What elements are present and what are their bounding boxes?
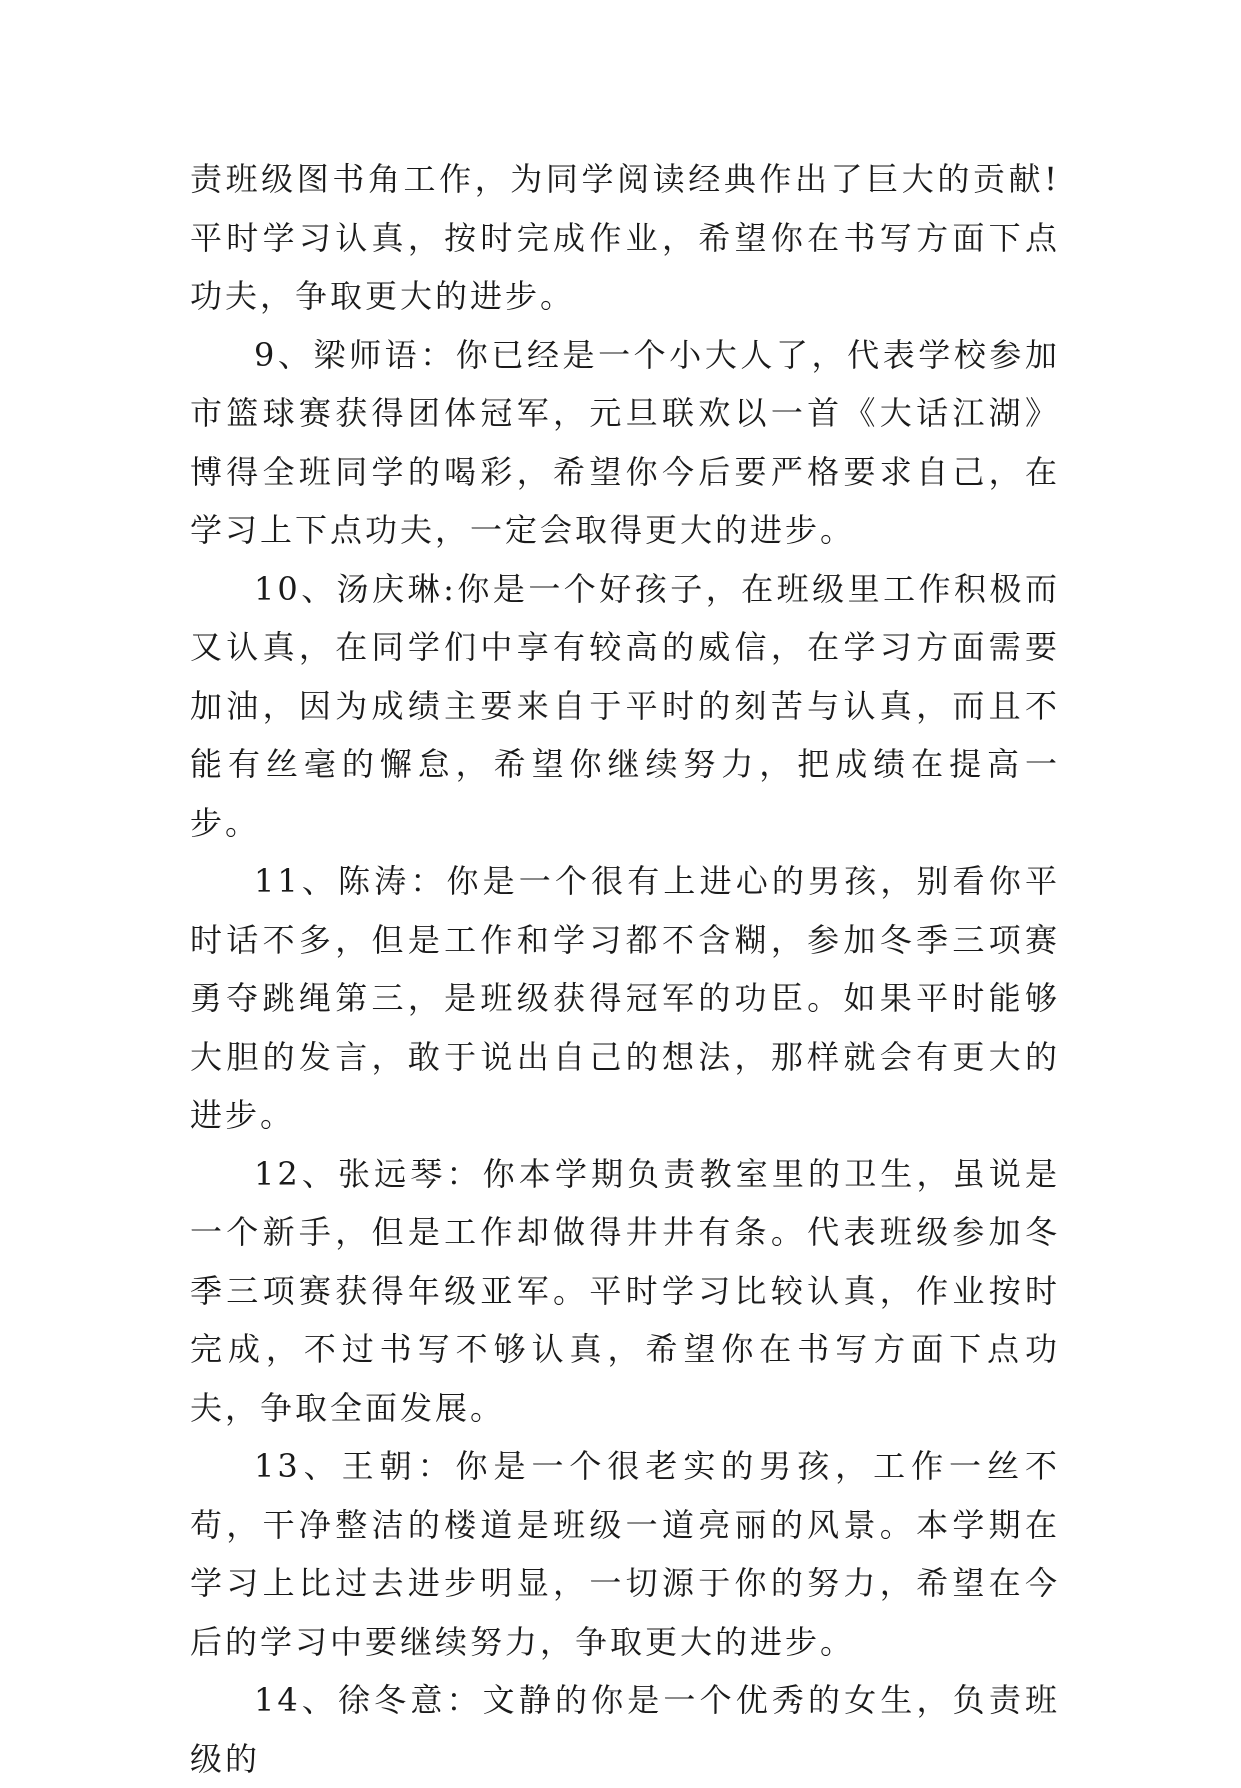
document-body [190, 150, 1060, 1788]
paragraph-comment-10: 10、汤庆琳:你是一个好孩子，在班级里工作积极而又认真，在同学们中享有较高的威信，在学习方面需要加油，因为成绩主要来自于平时的刻苦与认真，而且不能有丝毫的懈怠，希望你继续努力，把成绩在提高一步。 [190, 569, 1060, 842]
paragraph-continuation: 责班级图书角工作，为同学阅读经典作出了巨大的贡献!平时学习认真，按时完成作业，希望你在书写方面下点功夫，争取更大的进步。 [190, 160, 1060, 315]
paragraph-comment-12: 12、张远琴：你本学期负责教室里的卫生，虽说是一个新手，但是工作却做得井井有条。代表班级参加冬季三项赛获得年级亚军。平时学习比较认真，作业按时完成，不过书写不够认真，希望你在书写方面下点功夫，争取全面发展。 [190, 1154, 1060, 1427]
paragraph-comment-13: 13、王朝：你是一个很老实的男孩，工作一丝不苟，干净整洁的楼道是班级一道亮丽的风景。本学期在学习上比过去进步明显，一切源于你的努力，希望在今后的学习中要继续努力，争取更大的进步。 [190, 1447, 1060, 1661]
paragraph-comment-11: 11、陈涛：你是一个很有上进心的男孩，别看你平时话不多，但是工作和学习都不含糊，参加冬季三项赛勇夺跳绳第三，是班级获得冠军的功臣。如果平时能够大胆的发言，敢于说出自己的想法，那样就会有更大的进步。 [190, 862, 1060, 1134]
paragraph-comment-14: 14、徐冬意：文静的你是一个优秀的女生，负责班级的 [190, 1681, 1060, 1778]
paragraph-comment-9: 9、梁师语：你已经是一个小大人了，代表学校参加市篮球赛获得团体冠军，元旦联欢以一首《大话江湖》博得全班同学的喝彩，希望你今后要严格要求自己，在学习上下点功夫，一定会取得更大的进步。 [190, 335, 1060, 549]
